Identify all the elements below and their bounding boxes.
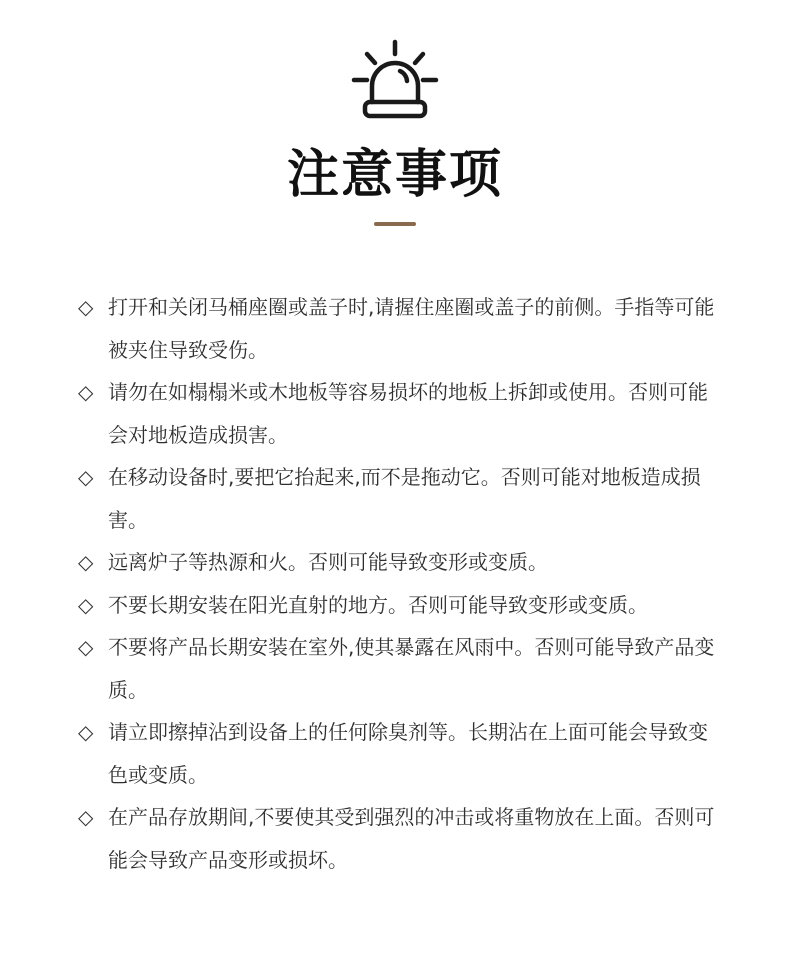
note-item [78,371,718,456]
diamond-bullet-icon: ◇ [78,592,94,617]
page-title: 注意事项 [286,145,503,205]
note-item [78,711,718,796]
diamond-bullet-icon: ◇ [78,805,94,829]
diamond-bullet-icon: ◇ [78,295,94,319]
note-item [78,626,718,711]
note-text: 请勿在如榻榻米或木地板等容易损坏的地板上拆卸或使用。否则可能会对地板造成损害。 [108,380,708,447]
note-text: 不要将产品长期安装在室外,使其暴露在风雨中。否则可能导致产品变质。 [108,635,715,702]
alarm-siren-icon [345,38,445,122]
note-text: 请立即擦掉沾到设备上的任何除臭剂等。长期沾在上面可能会导致变色或变质。 [108,720,708,787]
notes-list [78,286,718,881]
note-text: 在移动设备时,要把它抬起来,而不是拖动它。否则可能对地板造成损害。 [108,465,701,532]
note-item [78,286,718,371]
diamond-bullet-icon: ◇ [78,720,94,744]
title-divider [374,222,416,226]
note-text: 远离炉子等热源和火。否则可能导致变形或变质。 [108,550,548,574]
note-item [78,541,718,584]
note-item [78,456,718,541]
diamond-bullet-icon: ◇ [78,465,94,489]
note-text: 不要长期安装在阳光直射的地方。否则可能导致变形或变质。 [108,592,648,617]
note-text: 打开和关闭马桶座圈或盖子时,请握住座圈或盖子的前侧。手指等可能被夹住导致受伤。 [108,295,715,362]
diamond-bullet-icon: ◇ [78,380,94,404]
note-item [78,584,718,627]
note-item [78,796,718,881]
diamond-bullet-icon: ◇ [78,550,94,574]
note-text: 在产品存放期间,不要使其受到强烈的冲击或将重物放在上面。否则可能会导致产品变形或损坏。 [108,805,715,872]
diamond-bullet-icon: ◇ [78,635,94,659]
